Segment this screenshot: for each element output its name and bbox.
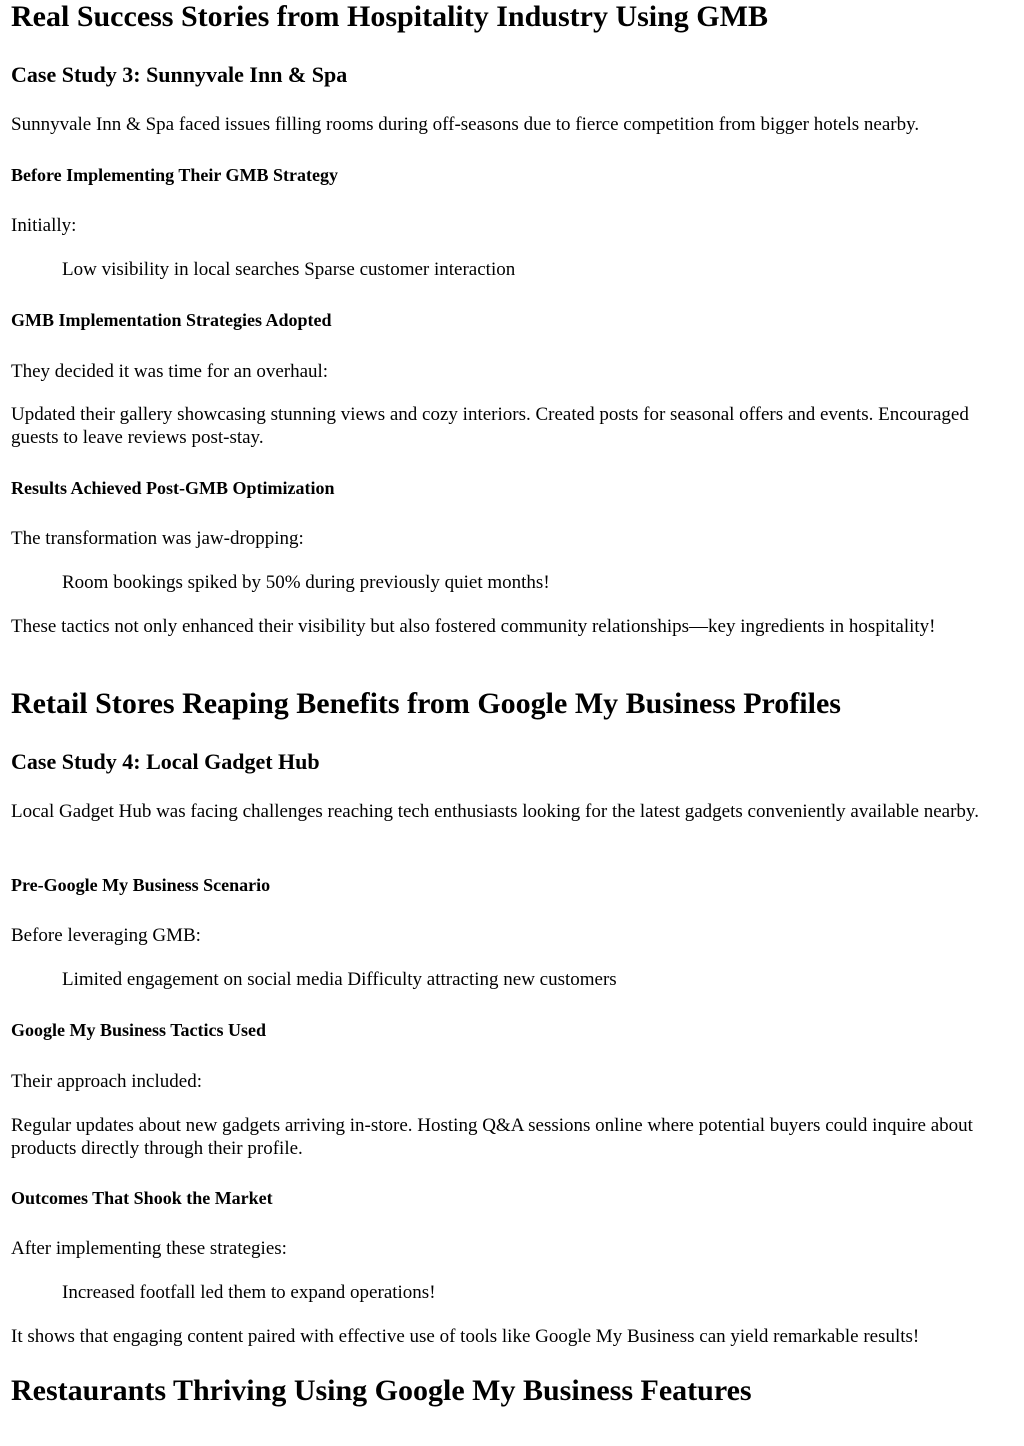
results-list: Room bookings spiked by 50% during previously quiet months! [62, 572, 550, 593]
strategy-lead-text: Their approach included: [11, 1071, 202, 1092]
strategy-paragraph: Regular updates about new gadgets arriving in-store. Hosting Q&A sessions online where potential buyers could inquire about products directly through their profile. [11, 1115, 973, 1159]
before-heading: Before Implementing Their GMB Strategy [11, 165, 338, 185]
before-lead-text: Before leveraging GMB: [11, 925, 201, 946]
case-study-title: Case Study 3: Sunnyvale Inn & Spa [11, 62, 348, 87]
before-list: Limited engagement on social media Difficulty attracting new customers [62, 969, 617, 990]
results-lead-text: The transformation was jaw-dropping: [11, 528, 304, 549]
results-heading: Outcomes That Shook the Market [11, 1188, 273, 1208]
strategy-heading: Google My Business Tactics Used [11, 1020, 267, 1040]
results-list: Increased footfall led them to expand operations! [62, 1282, 436, 1303]
case-intro-paragraph: Local Gadget Hub was facing challenges reaching tech enthusiasts looking for the latest gadgets conveniently available nearby. [11, 801, 979, 822]
case-study-title: Case Study 4: Local Gadget Hub [11, 749, 320, 774]
strategy-heading: GMB Implementation Strategies Adopted [11, 310, 332, 330]
before-list: Low visibility in local searches Sparse customer interaction [62, 259, 516, 280]
before-heading: Pre-Google My Business Scenario [11, 875, 271, 895]
conclusion-paragraph: These tactics not only enhanced their visibility but also fostered community relationships—key ingredients in hospitality! [11, 616, 936, 637]
results-lead-text: After implementing these strategies: [11, 1238, 287, 1259]
case-intro-paragraph: Sunnyvale Inn & Spa faced issues filling rooms during off-seasons due to fierce competition from bigger hotels nearby. [11, 114, 920, 135]
results-heading: Results Achieved Post-GMB Optimization [11, 478, 335, 498]
section-heading-restaurants: Restaurants Thriving Using Google My Business Features [11, 1374, 752, 1407]
section-heading-retail: Retail Stores Reaping Benefits from Google My Business Profiles [11, 687, 841, 720]
strategy-lead-text: They decided it was time for an overhaul: [11, 361, 329, 382]
conclusion-paragraph: It shows that engaging content paired with effective use of tools like Google My Business can yield remarkable results! [11, 1326, 920, 1347]
before-lead-text: Initially: [11, 215, 77, 236]
strategy-paragraph: Updated their gallery showcasing stunning views and cozy interiors. Created posts for seasonal offers and events. Encouraged guests to leave reviews post-stay. [11, 404, 969, 448]
section-heading-hospitality: Real Success Stories from Hospitality Industry Using GMB [11, 0, 768, 33]
